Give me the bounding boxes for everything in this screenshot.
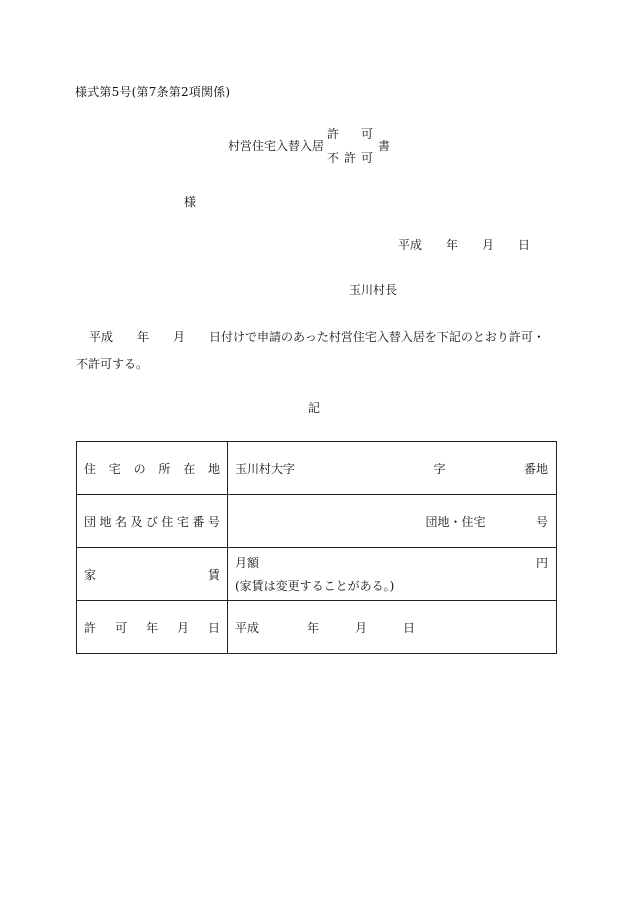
label-char: 団 bbox=[84, 514, 97, 529]
table-row bbox=[77, 548, 557, 601]
label-char: 番 bbox=[192, 514, 205, 529]
label-char: 号 bbox=[207, 514, 220, 529]
label-char: 所 bbox=[158, 461, 171, 476]
label-char: 月 bbox=[176, 620, 189, 635]
detail-table bbox=[76, 441, 557, 654]
title-suffix: 書 bbox=[378, 139, 391, 153]
label-char: 在 bbox=[183, 461, 196, 476]
addressee-suffix: 様 bbox=[184, 195, 197, 209]
title-char: 可 bbox=[360, 151, 373, 165]
title-deny-option bbox=[327, 149, 373, 166]
rent-note: (家賃は変更することがある。) bbox=[235, 579, 395, 593]
form-number: 様式第5号(第7条第2項関係) bbox=[75, 85, 231, 99]
label-char: 日 bbox=[207, 620, 220, 635]
label-char: 住 bbox=[161, 514, 174, 529]
label-char: 宅 bbox=[108, 461, 121, 476]
permit-date-field bbox=[228, 601, 557, 654]
rent-field bbox=[228, 548, 557, 601]
label-char: 年 bbox=[145, 620, 158, 635]
housing-number-field bbox=[228, 495, 557, 548]
rent-monthly-label: 月額 bbox=[235, 556, 260, 570]
permit-year: 年 bbox=[307, 620, 320, 635]
date-month: 月 bbox=[482, 238, 495, 252]
label-char: 名 bbox=[114, 514, 127, 529]
row-label bbox=[77, 442, 228, 495]
body-paragraph: 平成 年 月 日付けで申請のあった村営住宅入替入居を下記のとおり許可・不許可する。 bbox=[76, 330, 545, 371]
table-row bbox=[77, 601, 557, 654]
address-banchi: 番地 bbox=[523, 461, 548, 476]
permit-era: 平成 bbox=[235, 620, 260, 635]
title-permit-option bbox=[327, 125, 373, 142]
row-label bbox=[77, 548, 228, 601]
label-char: 家 bbox=[84, 567, 97, 582]
danchi-jutaku: 団地・住宅 bbox=[425, 514, 486, 529]
title-char: 不 bbox=[327, 151, 340, 165]
ki-heading: 記 bbox=[308, 401, 321, 415]
date-day: 日 bbox=[518, 238, 531, 252]
label-char: 許 bbox=[84, 620, 97, 635]
issue-date bbox=[398, 236, 530, 253]
document-title: 村営住宅入替入居 bbox=[228, 139, 325, 153]
permit-month: 月 bbox=[355, 620, 368, 635]
label-char: 可 bbox=[114, 620, 127, 635]
title-char: 許 bbox=[343, 151, 356, 165]
table-row bbox=[77, 442, 557, 495]
label-char: 賃 bbox=[207, 567, 220, 582]
title-char: 許 bbox=[327, 127, 340, 141]
label-char: 及 bbox=[130, 514, 143, 529]
address-village: 玉川村大字 bbox=[235, 461, 296, 476]
row-label bbox=[77, 601, 228, 654]
permit-day: 日 bbox=[403, 620, 416, 635]
rent-yen: 円 bbox=[535, 556, 548, 570]
issuer-name: 玉川村長 bbox=[349, 283, 398, 297]
date-era: 平成 bbox=[398, 238, 423, 252]
title-char: 可 bbox=[360, 127, 373, 141]
date-year: 年 bbox=[446, 238, 459, 252]
label-char: び bbox=[145, 514, 158, 529]
label-char: 宅 bbox=[176, 514, 189, 529]
table-row bbox=[77, 495, 557, 548]
address-field bbox=[228, 442, 557, 495]
label-char: 地 bbox=[207, 461, 220, 476]
house-number-suffix: 号 bbox=[535, 514, 548, 529]
label-char: 住 bbox=[84, 461, 97, 476]
label-char: の bbox=[133, 461, 146, 476]
label-char: 地 bbox=[99, 514, 112, 529]
address-aza: 字 bbox=[433, 461, 446, 476]
row-label bbox=[77, 495, 228, 548]
